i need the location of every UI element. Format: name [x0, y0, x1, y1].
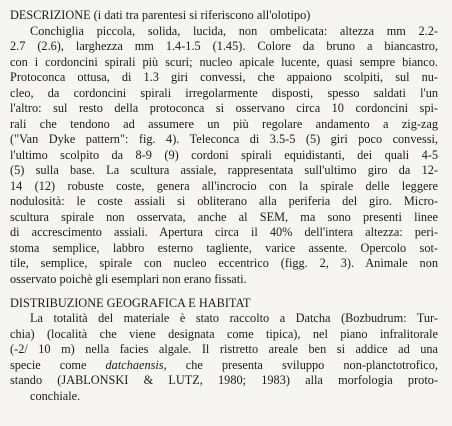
- distribution-text: che presenta sviluppo non-planctotrofico,: [166, 358, 438, 372]
- description-line: rali che tendono ad assumere un più regolare andamento a zig-zag: [10, 117, 438, 131]
- distribution-line: chia) (località che viene designata come tipica), nel piano infralitorale: [10, 327, 438, 341]
- distribution-line: La totalità del materiale è stato raccolto a Datcha (Bozbudrum: Tur-: [30, 311, 438, 325]
- description-line: scultura spirale non osservata, anche al SEM, ma sono presenti linee: [10, 210, 438, 224]
- description-line: ("Van Dyke pattern": fig. 4). Teleconca di 3.5-5 (5) giri poco convessi,: [10, 132, 438, 146]
- description-line: tile, semplice, spirale con nucleo eccentrico (figg. 2, 3). Animale non: [10, 256, 438, 270]
- description-line: osservato poichè gli esemplari non erano fissati.: [10, 272, 247, 286]
- species-name: datchaensis,: [105, 358, 167, 372]
- description-heading: DESCRIZIONE: [10, 8, 91, 22]
- description-line: cleo, da cordoncini spirali irregolarmente disposti, spesso saldati l'un: [10, 86, 438, 100]
- distribution-line: (-2/ 10 m) nella facies algale. Il ristretto areale ben si addice ad una: [10, 342, 438, 356]
- distribution-line: conchiale.: [30, 389, 81, 403]
- distribution-heading: DISTRIBUZIONE GEOGRAFICA E HABITAT: [10, 296, 251, 310]
- distribution-line: stando (JABLONSKI & LUTZ, 1980; 1983) alla morfologia proto-: [10, 373, 438, 387]
- description-line: con i cordoncini spirali più scuri; nucleo apicale lucente, quasi sempre bianco.: [10, 55, 438, 69]
- description-line: di accrescimento assiali. Apertura circa il 40% dell'intera altezza: peri-: [10, 225, 438, 239]
- description-line: stoma semplice, labbro esterno tagliente, varice assente. Opercolo sot-: [10, 241, 438, 255]
- description-heading-line: [10, 8, 438, 23]
- distribution-line: [10, 358, 438, 373]
- description-line: l'altro: sul resto della protoconca si osservano circa 10 cordoncini spi-: [10, 101, 438, 115]
- distribution-text: specie come: [10, 358, 106, 372]
- description-line: l'ultimo scolpito da 8-9 (9) cordoni spirali equidistanti, dei quali 4-5: [10, 148, 438, 162]
- description-line: Protoconca ottusa, di 1.3 giri convessi, che appaiono scolpiti, sul nu-: [10, 70, 438, 84]
- description-heading-note: (i dati tra parentesi si riferiscono all'olotipo): [90, 8, 311, 22]
- description-line: 2.7 (2.6), larghezza mm 1.4-1.5 (1.45). Colore da bruno a biancastro,: [10, 39, 438, 53]
- description-line: nodulosità: le coste assiali si obliterano alla periferia del giro. Micro-: [10, 194, 438, 208]
- description-line: Conchiglia piccola, solida, lucida, non ombelicata: altezza mm 2.2-: [30, 24, 438, 38]
- description-line: (5) sulla base. La scultura assiale, rappresentata sull'ultimo giro da 12-: [10, 163, 438, 177]
- description-line: 14 (12) robuste coste, genera all'incrocio con la spirale delle leggere: [10, 179, 438, 193]
